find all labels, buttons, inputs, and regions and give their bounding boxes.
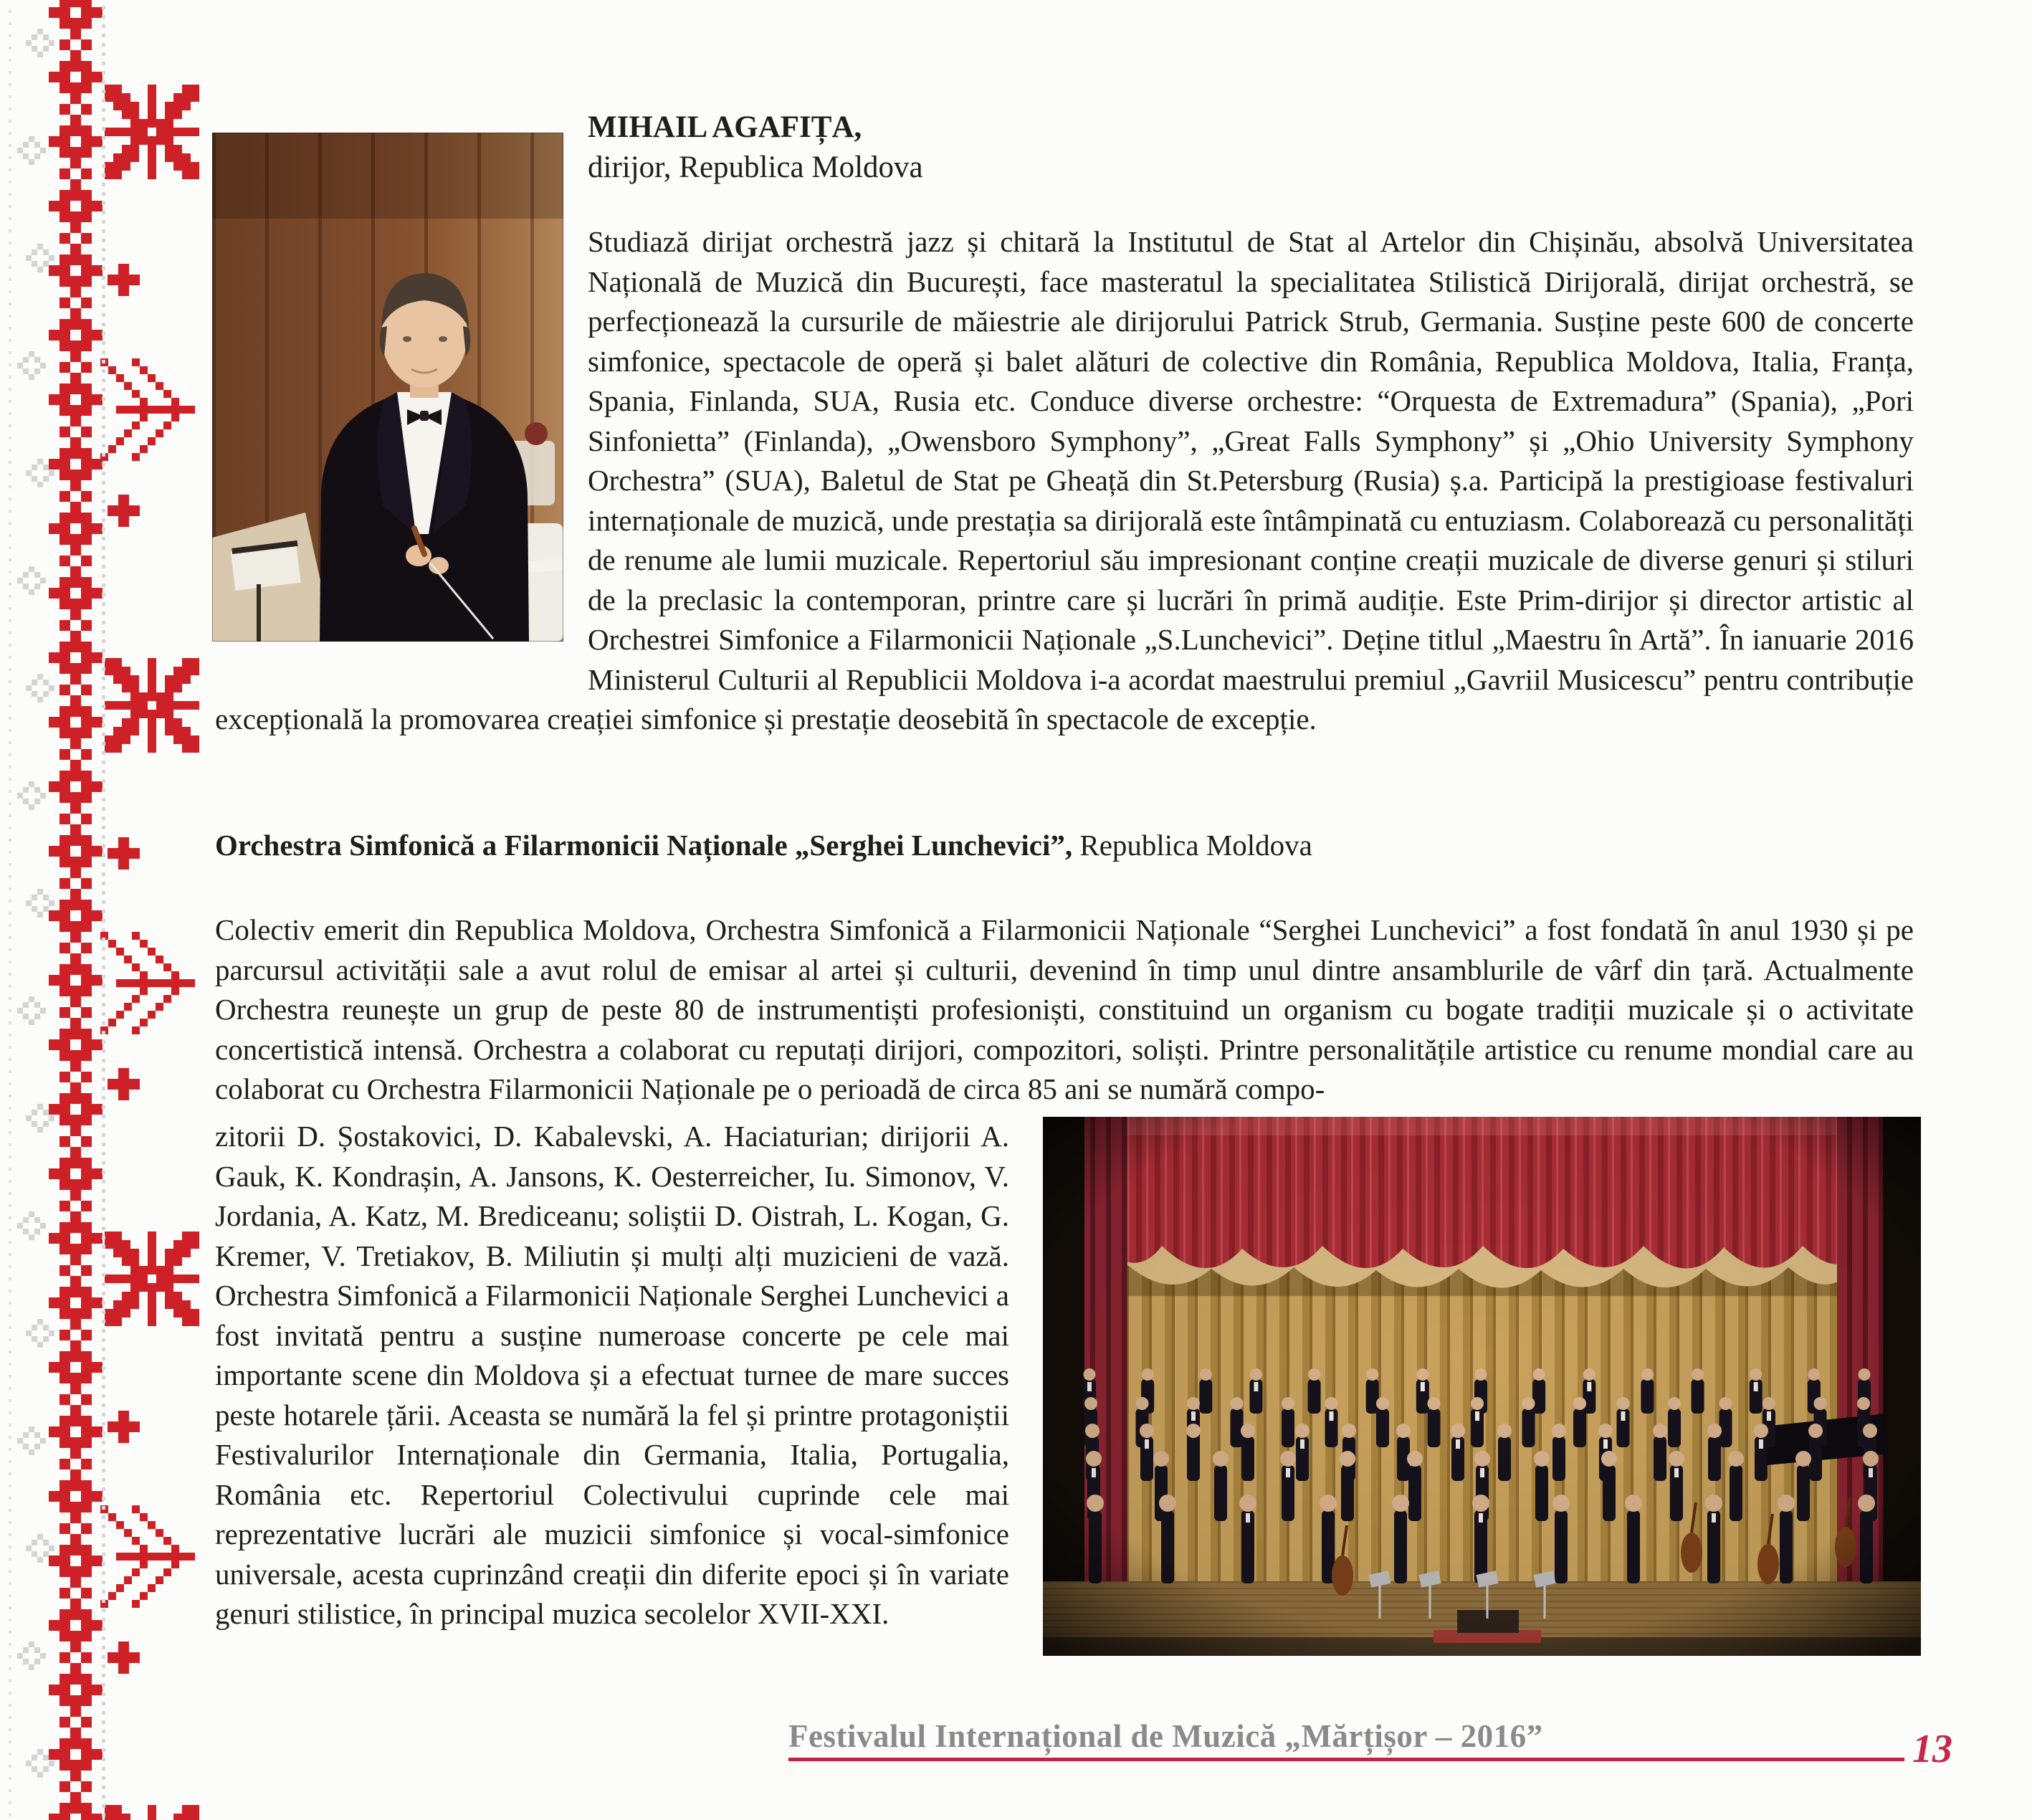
orchestra-country: Republica Moldova [1072,829,1312,862]
artist-heading [588,108,923,188]
orchestra-continuation-paragraph: zitorii D. Șostakovici, D. Kabalevski, A. Haciaturian; dirijorii A. Gauk, K. Kondrașin, A. Jansons, K. Oesterreicher, Iu. Simonov, V. Jordania, A. Katz, M. Brediceanu; soliștii D. Oistrah, L. Kogan, G. Kremer, V. Tretiakov, B. Miliutin și mulți alți muzicieni de vază. Orchestra Simfonică a Filarmonicii Naționale Serghei Lunchevici a fost invitată pentru a susține numeroase concerte pe cele mai importante scene din Moldova și a efectuat turnee de mare succes peste hotarele țării. Aceasta se numără la fel și printre protagoniștii Festivalurilor Internaționale din Germania, Italia, Portugalia, România etc. Repertoriul Colectivului cuprinde cele mai reprezentative lucrări ale muzicii simfonice și vocal-simfonice universale, acesta cuprinzând creații din diferite epoci și în variate genuri stilistice, în principal muzica secolelor XVII-XXI. [215,1120,1009,1630]
page-number: 13 [1912,1727,1952,1771]
orchestra-name: Orchestra Simfonică a Filarmonicii Naționale „Serghei Lunchevici”, [215,829,1073,862]
artist-name: MIHAIL AGAFIȚA, [588,110,862,144]
orchestra-intro-block [215,910,1914,1110]
artist-bio-paragraph: Studiază dirijat orchestră jazz și chitară la Institutul de Stat al Artelor din Chișinău, absolvă Universitatea Națională de Muzică din București, face masteratul la specialitatea Stilistică Dirijorală, dirijat orchestră, se perfecționează la cursurile de măiestrie ale dirijorului Patrick Strub, Germania. Susține peste 600 de concerte simfonice, spectacole de operă și balet alături de colective din România, Republica Moldova, Italia, Franța, Spania, Finlanda, SUA, Rusia etc. Conduce diverse orchestre: “Orquesta de Extremadura” (Spania), „Pori Sinfonietta” (Finlanda), „Owensboro Symphony”, „Great Falls Symphony” și „Ohio University Symphony Orchestra” (SUA), Baletul de Stat pe Gheață din St.Petersburg (Rusia) ș.a. Participă la prestigioase festivaluri internaționale de muzică, unde prestația sa dirijorală este întâmpinată cu entuziasm. Colaborează cu personalități de renume ale lumii muzicale. Repertoriul său impresionant conține creații muzicale de diverse genuri și stiluri de la preclasic la contemporan, printre care și lucrări în primă audiție. Este Prim-dirijor și director artistic al Orchestrei Simfonice a Filarmonicii Naționale „S.Lunchevici”. Deține titlul „Maestru în Artă”. În ianuarie 2016 Ministerul Culturii al Republicii Moldova i-a acordat maestrului premiul „Gavriil Musicescu” pentru contribuție excepțională la promovarea creației simfonice și prestație deosebită în spectacole de excepție. [215,225,1914,735]
footer-rule [788,1758,1904,1761]
embroidery-border-ornament [0,0,215,1820]
artist-role: dirijor, Republica Moldova [588,151,923,184]
footer-festival-title: Festivalul Internațional de Muzică „Mărțișor – 2016” [788,1718,1543,1754]
orchestra-stage-photo [1043,1117,1921,1656]
orchestra-heading [215,826,1914,865]
orchestra-intro-paragraph: Colectiv emerit din Republica Moldova, Orchestra Simfonică a Filarmonicii Naționale “Serghei Lunchevici” a fost fondată în anul 1930 și pe parcursul activității sale a avut rolul de emisar al artei și culturii, devenind în timp unul dintre ansamblurile de vârf din țară. Actualmente Orchestra reunește un grup de peste 80 de instrumentiști profesioniști, constituind un organism cu bogate tradiții muzicale și o activitate concertistică intensă. Orchestra a colaborat cu reputați dirijori, compozitori, soliști. Printre personalitățile artistice cu renume mondial care au colaborat cu Orchestra Filarmonicii Naționale pe o perioadă de circa 85 ani se numără compo- [215,913,1914,1105]
artist-bio-block [215,222,1914,740]
portrait-wrap-spacer [215,222,588,665]
